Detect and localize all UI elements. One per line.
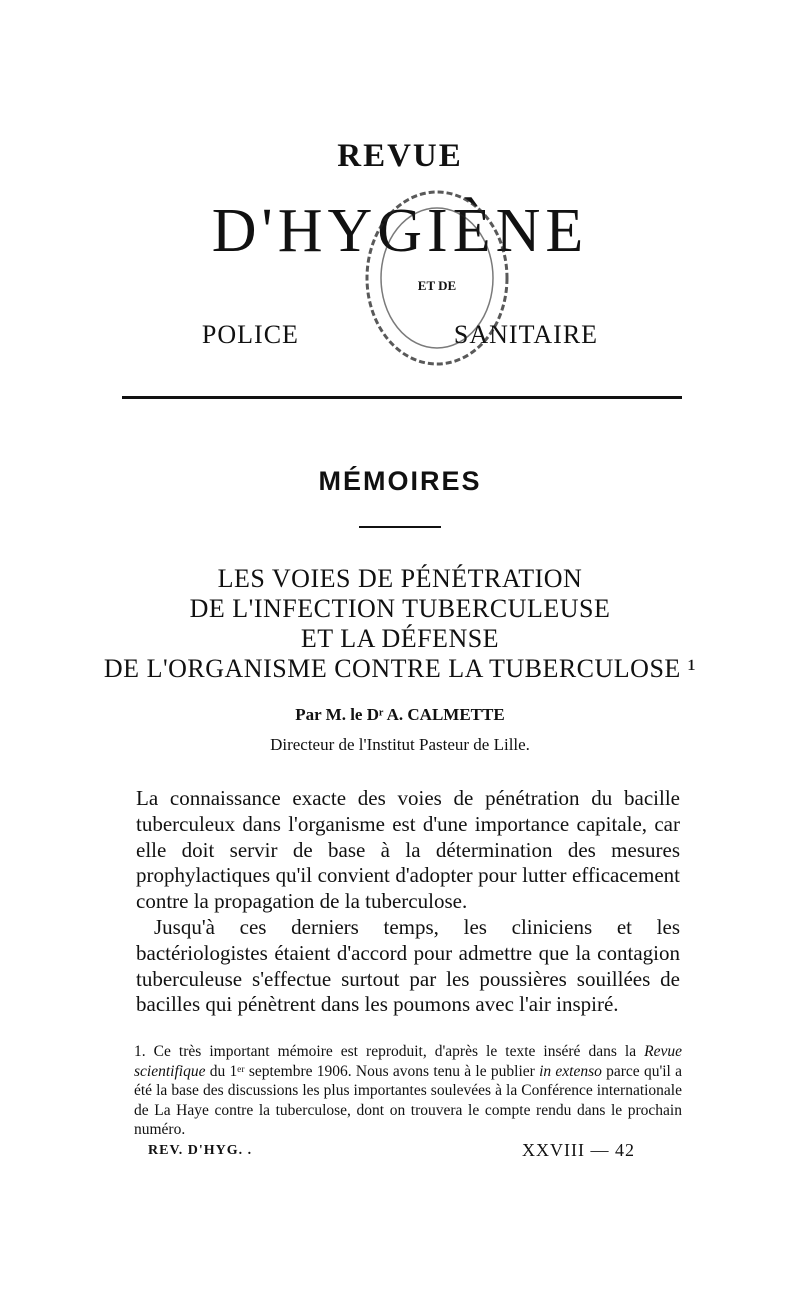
title-line: DE L'ORGANISME CONTRE LA TUBERCULOSE ¹ [103,654,697,683]
footnote-latin-phrase: in extenso [539,1062,602,1080]
footnote [134,1042,682,1140]
journal-title-sanitaire: SANITAIRE [453,320,599,349]
footnote-journal-name: Revue scientifique [134,1043,683,1080]
footnote-text: parce qu'il a été la base des discussions les plus importantes soulevées à la Conférence internationale de La Haye contre la tuberculose, dont on trouvera le compte rendu dans le prochain numéro. [134,1062,682,1138]
author-affiliation: Directeur de l'Institut Pasteur de Lille. [270,735,530,754]
journal-title-revue: REVUE [337,138,463,174]
footnote-text: Ce très important mémoire est reproduit, d'après le texte inséré dans la [153,1043,637,1060]
author-byline: Par M. le Dʳ A. CALMETTE [295,705,505,724]
section-rule [359,526,441,528]
journal-title-hygiene: D'HYGIÈNE [211,197,589,265]
paragraph: Jusqu'à ces derniers temps, les cliniciens et les bactériologistes étaient d'accord pour admettre que la contagion tuberculeuse s'effectue surtout par les poussières souillées de bacilles qui pénètrent dans les poumons avec l'air inspiré. [136,914,680,1017]
header-rule [122,396,682,399]
folio-journal-abbrev: REV. D'HYG. . [148,1143,253,1158]
paragraph: La connaissance exacte des voies de pénétration du bacille tuberculeux dans l'organisme est d'une importance capitale, car elle doit servir de base à la détermination des mesures prophylactiques qu'il convient d'adopter pour lutter efficacement contre la propagation de la tuberculose. [136,786,680,914]
title-line: DE L'INFECTION TUBERCULEUSE [189,594,611,623]
library-stamp [352,168,522,368]
article-body [136,786,680,1018]
footnote-text: du 1ᵉʳ septembre 1906. Nous avons tenu à le publier [209,1062,535,1080]
title-line: LES VOIES DE PÉNÉTRATION [217,564,583,593]
article-title [0,564,800,684]
footnote-marker: 1. [134,1043,146,1060]
folio-signature: XXVIII — 42 [522,1140,635,1160]
stamp-text: ET DE [417,278,457,293]
title-line: ET LA DÉFENSE [300,624,500,653]
journal-title-police: POLICE [201,320,299,349]
section-heading: MÉMOIRES [318,466,482,496]
